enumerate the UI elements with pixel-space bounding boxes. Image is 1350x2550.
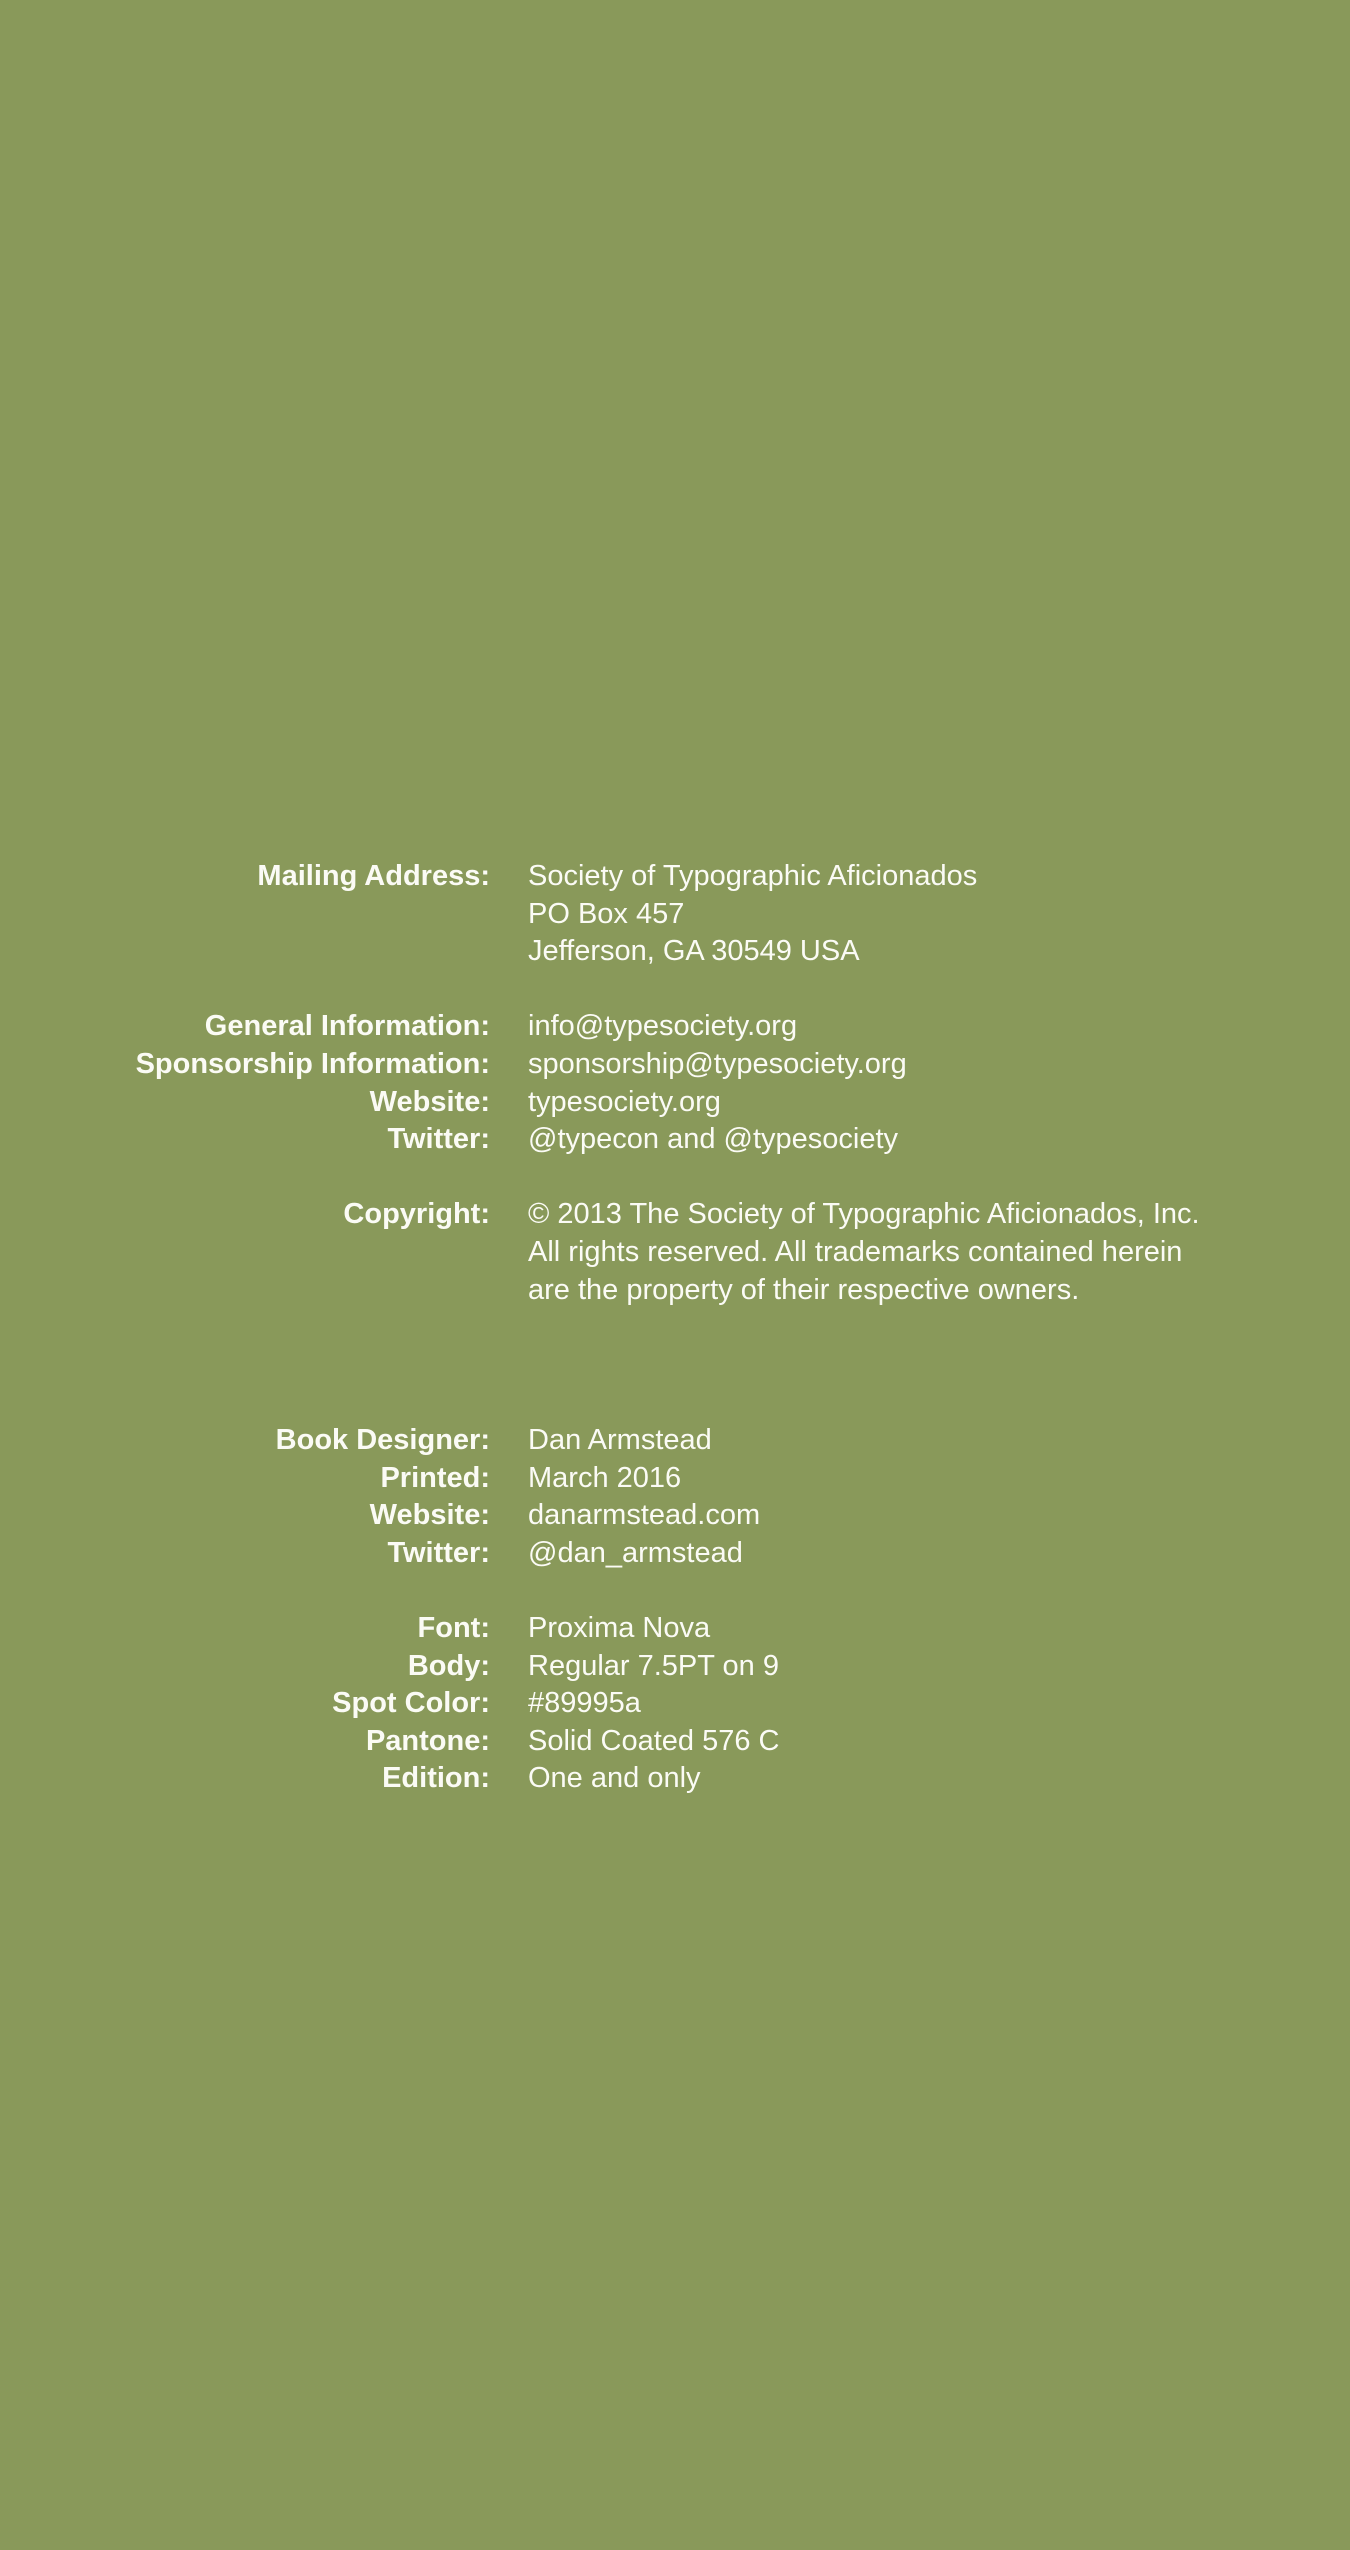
designer-twitter-label: Twitter: bbox=[387, 1536, 490, 1569]
mailing-address-line-2: PO Box 457 bbox=[528, 897, 685, 930]
copyright-line-3: are the property of their respective owners. bbox=[528, 1273, 1080, 1306]
sponsorship-information-label: Sponsorship Information: bbox=[135, 1047, 490, 1080]
copyright-row bbox=[0, 1234, 1350, 1272]
book-designer-label: Book Designer: bbox=[275, 1424, 490, 1457]
copyright-row bbox=[0, 1196, 1350, 1234]
spot-color-label: Spot Color: bbox=[332, 1687, 490, 1720]
mailing-address-line-1: Society of Typographic Aficionados bbox=[528, 860, 978, 892]
colophon bbox=[0, 858, 1350, 1836]
mailing-address-row bbox=[0, 858, 1350, 896]
designer-website-label: Website: bbox=[369, 1499, 490, 1532]
general-information-label: General Information: bbox=[204, 1010, 490, 1043]
mailing-address-label: Mailing Address: bbox=[257, 860, 490, 892]
font-row bbox=[0, 1610, 1350, 1648]
font-label: Font: bbox=[417, 1612, 490, 1645]
publisher-website-label: Website: bbox=[369, 1085, 490, 1118]
pantone-row bbox=[0, 1723, 1350, 1761]
specs-section bbox=[0, 1610, 1350, 1798]
publisher-twitter-value: @typecon and @typesociety bbox=[528, 1123, 899, 1156]
printed-label: Printed: bbox=[380, 1461, 490, 1494]
copyright-section bbox=[0, 1196, 1350, 1309]
mailing-address-row bbox=[0, 896, 1350, 934]
sponsorship-information-row bbox=[0, 1046, 1350, 1084]
book-designer-value: Dan Armstead bbox=[528, 1424, 712, 1457]
edition-row bbox=[0, 1760, 1350, 1798]
designer-twitter-value: @dan_armstead bbox=[528, 1536, 743, 1569]
contact-section bbox=[0, 1008, 1350, 1158]
copyright-label: Copyright: bbox=[343, 1198, 490, 1231]
printed-value: March 2016 bbox=[528, 1461, 682, 1494]
sponsorship-information-email: sponsorship@typesociety.org bbox=[528, 1047, 907, 1080]
body-label: Body: bbox=[407, 1649, 490, 1682]
designer-website-value: danarmstead.com bbox=[528, 1499, 761, 1532]
pantone-label: Pantone: bbox=[365, 1724, 490, 1757]
edition-label: Edition: bbox=[382, 1762, 490, 1795]
font-value: Proxima Nova bbox=[528, 1612, 711, 1645]
body-row bbox=[0, 1648, 1350, 1686]
spot-color-row bbox=[0, 1685, 1350, 1723]
spot-color-value: #89995a bbox=[528, 1687, 641, 1720]
mailing-address-line-3: Jefferson, GA 30549 USA bbox=[528, 935, 860, 968]
body-value: Regular 7.5PT on 9 bbox=[528, 1649, 779, 1682]
mailing-address-section bbox=[0, 858, 1350, 971]
book-designer-row bbox=[0, 1422, 1350, 1460]
publisher-twitter-label: Twitter: bbox=[387, 1123, 490, 1156]
edition-value: One and only bbox=[528, 1762, 701, 1795]
general-information-row bbox=[0, 1008, 1350, 1046]
designer-twitter-row bbox=[0, 1535, 1350, 1573]
mailing-address-row bbox=[0, 933, 1350, 971]
publisher-twitter-row bbox=[0, 1121, 1350, 1159]
general-information-email: info@typesociety.org bbox=[528, 1010, 798, 1043]
copyright-line-1: © 2013 The Society of Typographic Aficionados, Inc. bbox=[528, 1198, 1200, 1231]
copyright-row bbox=[0, 1272, 1350, 1310]
publisher-website-row bbox=[0, 1084, 1350, 1122]
publisher-website-value: typesociety.org bbox=[528, 1085, 721, 1118]
copyright-line-2: All rights reserved. All trademarks contained herein bbox=[528, 1235, 1183, 1268]
designer-website-row bbox=[0, 1497, 1350, 1535]
pantone-value: Solid Coated 576 C bbox=[528, 1724, 780, 1757]
designer-section bbox=[0, 1422, 1350, 1572]
printed-row bbox=[0, 1460, 1350, 1498]
